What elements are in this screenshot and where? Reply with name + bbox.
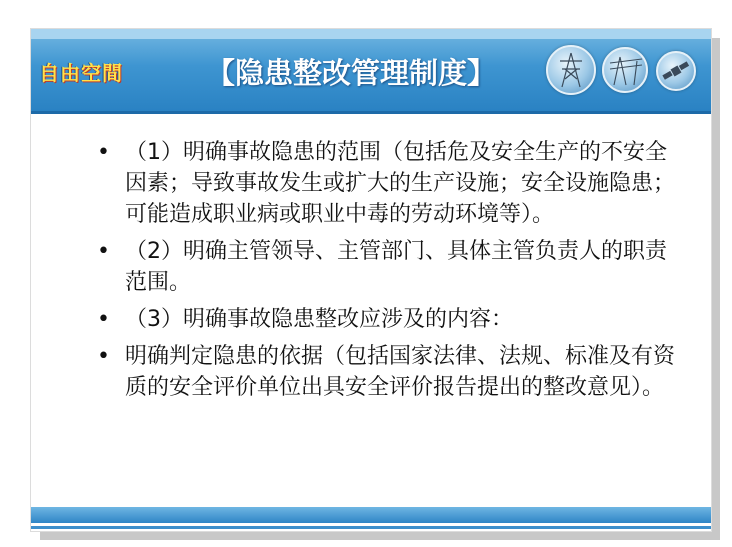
header-divider <box>31 111 711 114</box>
bullet-text: （1）明确事故隐患的范围（包括危及安全生产的不安全因素；导致事故发生或扩大的生产设施；安全设施隐患；可能造成职业病或职业中毒的劳动环境等）。 <box>125 140 676 227</box>
logo: 自由空間 <box>39 61 123 85</box>
slide-header <box>31 29 711 111</box>
slide <box>30 28 712 532</box>
bullet-text: （3）明确事故隐患整改应涉及的内容： <box>125 307 513 332</box>
header-highlight <box>31 29 711 39</box>
power-line-icon <box>602 47 648 93</box>
bullet-item-3 <box>97 304 687 335</box>
satellite-icon <box>656 51 696 91</box>
bullet-marker: • <box>97 239 110 264</box>
slide-title: 【隐患整改管理制度】 <box>206 56 497 90</box>
bullet-text: （2）明确主管领导、主管部门、具体主管负责人的职责范围。 <box>125 239 667 295</box>
bullet-marker: • <box>97 344 110 369</box>
bullet-list <box>97 137 687 409</box>
bullet-item-1 <box>97 137 687 230</box>
footer-line <box>31 526 711 529</box>
power-tower-icon <box>546 45 596 95</box>
bullet-text: 明确判定隐患的依据（包括国家法律、法规、标准及有资质的安全评价单位出具安全评价报告提出的整改意见）。 <box>125 344 676 400</box>
bullet-item-4 <box>97 341 687 403</box>
bullet-marker: • <box>97 307 110 332</box>
bullet-marker: • <box>97 140 110 165</box>
bullet-item-2 <box>97 236 687 298</box>
footer-bar <box>31 507 711 523</box>
